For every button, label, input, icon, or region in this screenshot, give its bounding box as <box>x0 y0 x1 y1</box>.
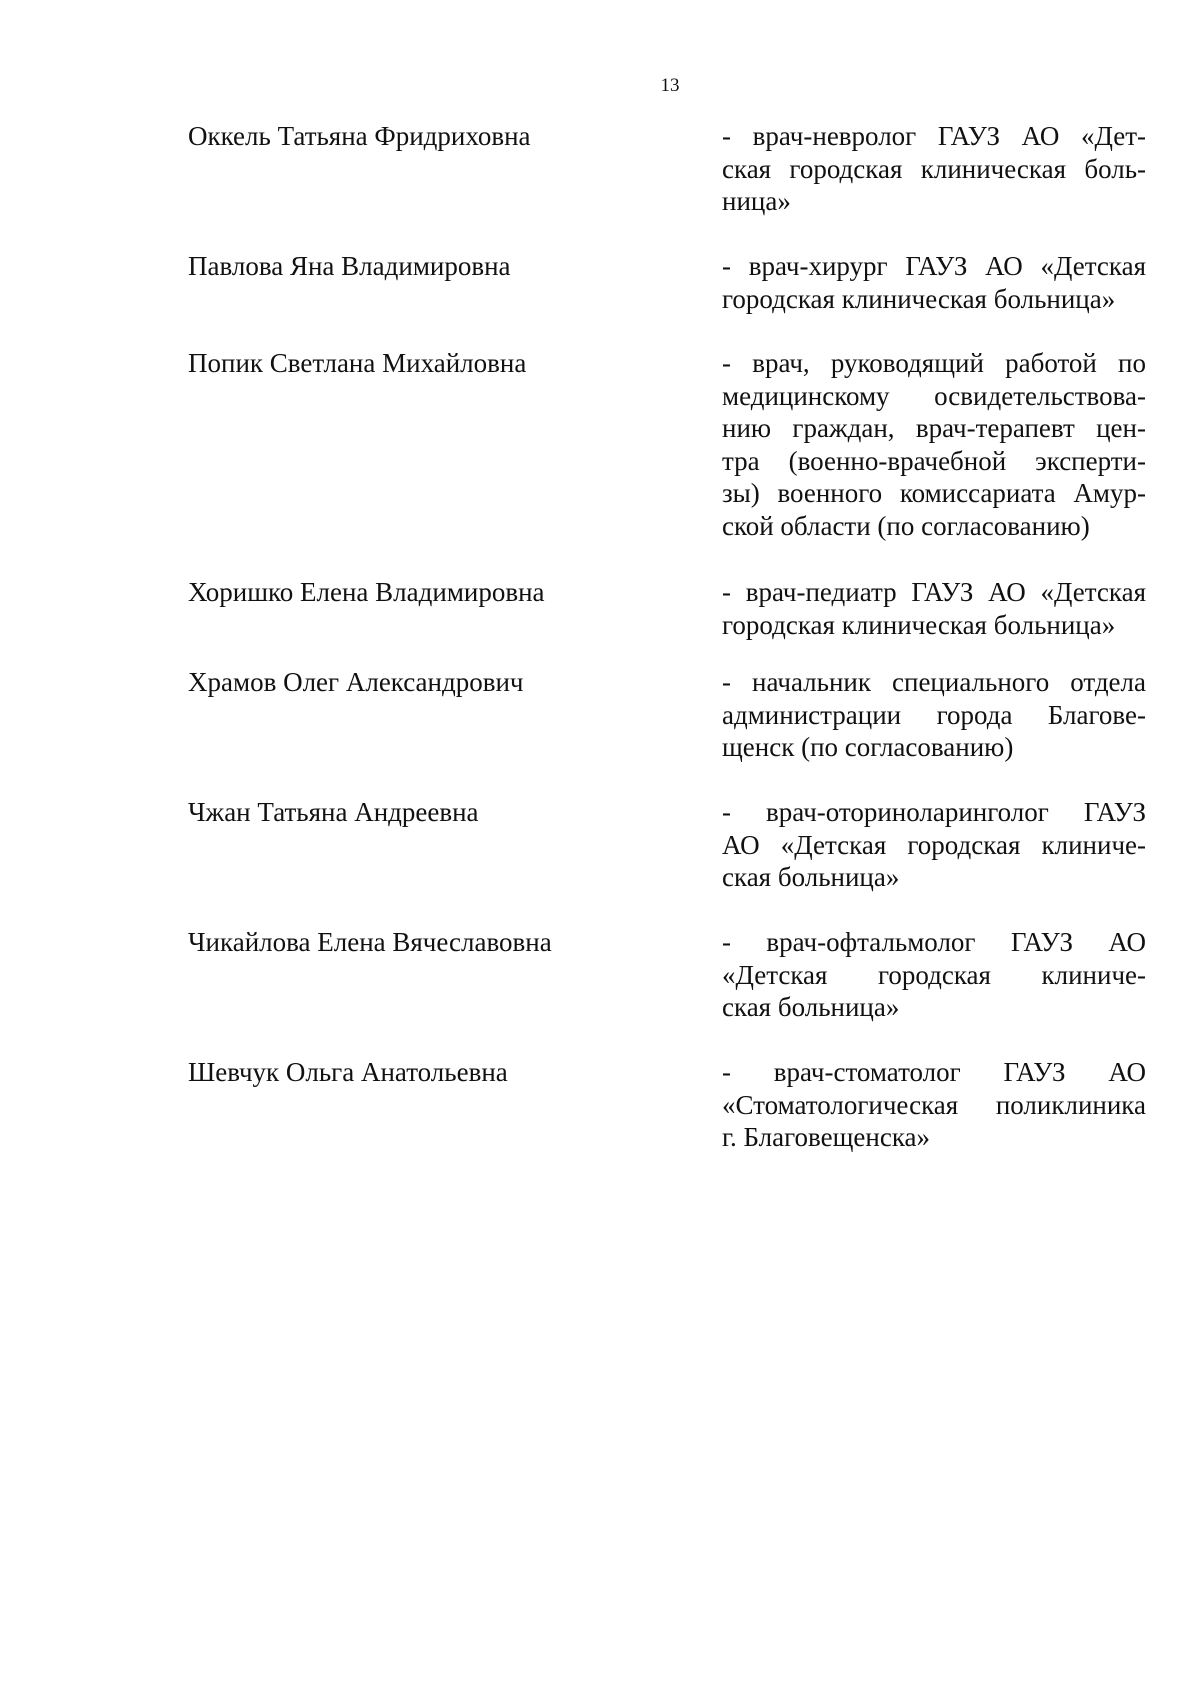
position-line: - врач-оториноларинголог ГАУЗ <box>722 797 1146 827</box>
person-name: Шевчук Ольга Анатольевна <box>188 1057 508 1087</box>
position-line: ская больница» <box>722 992 900 1022</box>
position-line: - врач-педиатр ГАУЗ АО «Детская <box>722 577 1146 607</box>
position-line: администрации города Благове- <box>722 699 1146 730</box>
position-line: ской области (по согласованию) <box>722 510 1090 541</box>
position-line: - врач-офтальмолог ГАУЗ АО <box>722 927 1146 957</box>
position-line: «Детская городская клиниче- <box>722 959 1146 990</box>
person-position <box>722 120 1146 218</box>
position-line: ская больница» <box>722 862 900 892</box>
person-name: Хоришко Елена Владимировна <box>188 577 545 607</box>
page-number: 13 <box>660 75 680 96</box>
position-line: тра (военно-врачебной эксперти- <box>722 445 1146 476</box>
person-name: Оккель Татьяна Фридриховна <box>188 121 531 151</box>
person-name: Павлова Яна Владимировна <box>188 251 511 281</box>
position-line: ская городская клиническая боль- <box>722 153 1146 184</box>
person-position <box>722 796 1146 894</box>
person-position <box>722 926 1146 1024</box>
person-position <box>722 250 1146 315</box>
position-line: «Стоматологическая поликлиника <box>722 1089 1146 1120</box>
position-line: городская клиническая больница» <box>722 283 1116 314</box>
position-line: АО «Детская городская клиниче- <box>722 829 1146 860</box>
position-line: нию граждан, врач-терапевт цен- <box>722 413 1146 443</box>
person-name: Чжан Татьяна Андреевна <box>188 797 479 827</box>
person-name: Попик Светлана Михайловна <box>188 348 527 378</box>
position-line: г. Благовещенска» <box>722 1122 931 1152</box>
position-line: - начальник специального отдела <box>722 667 1146 697</box>
person-position <box>722 666 1146 764</box>
position-line: - врач-хирург ГАУЗ АО «Детская <box>722 251 1146 281</box>
person-position <box>722 347 1146 542</box>
position-line: щенск (по согласованию) <box>722 732 1014 762</box>
position-line: городская клиническая больница» <box>722 609 1116 640</box>
person-name: Чикайлова Елена Вячеславовна <box>188 927 552 957</box>
position-line: - врач-невролог ГАУЗ АО «Дет- <box>722 121 1146 151</box>
person-name: Храмов Олег Александрович <box>188 667 524 697</box>
position-line: медицинскому освидетельствова- <box>722 380 1146 411</box>
person-position <box>722 1056 1146 1154</box>
position-line: ница» <box>722 186 791 216</box>
position-line: - врач, руководящий работой по <box>722 348 1146 378</box>
position-line: - врач-стоматолог ГАУЗ АО <box>722 1057 1146 1087</box>
position-line: зы) военного комиссариата Амур- <box>722 478 1146 508</box>
person-position <box>722 576 1146 641</box>
